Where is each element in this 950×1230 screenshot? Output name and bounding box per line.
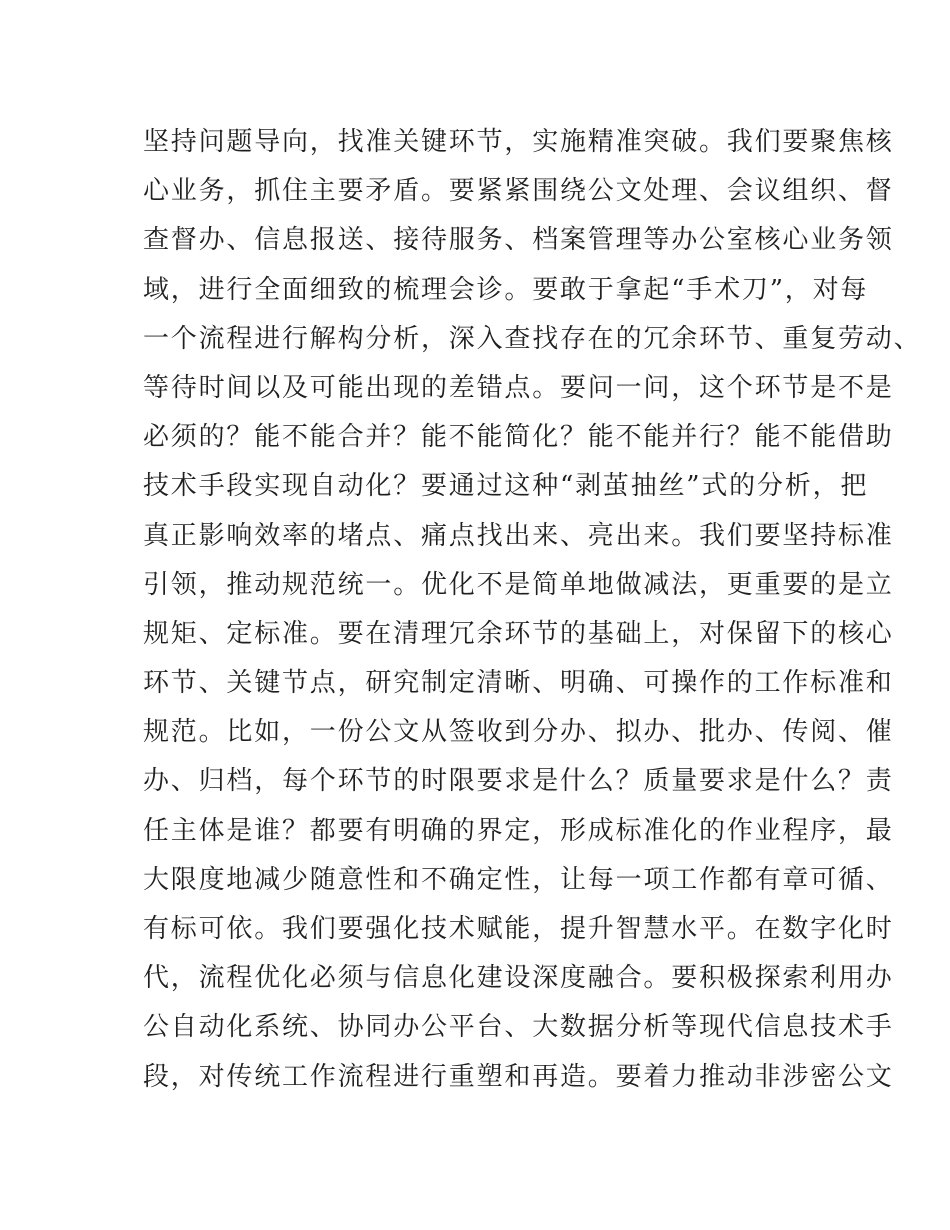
text-line: 有标可依。我们要强化技术赋能，提升智慧水平。在数字化时 — [143, 914, 894, 944]
text-line: 真正影响效率的堵点、痛点找出来、亮出来。我们要坚持标准 — [143, 520, 894, 551]
text-line: 必须的？能不能合并？能不能简化？能不能并行？能不能借助 — [143, 422, 894, 453]
text-line: 段，对传统工作流程进行重塑和再造。要着力推动非涉密公文 — [143, 1061, 894, 1092]
text-line: 域，进行全面细致的梳理会诊。要敢于拿起“手术刀”，对每 — [143, 274, 869, 305]
text-line: 坚持问题导向，找准关键环节，实施精准突破。我们要聚焦核 — [143, 127, 894, 157]
text-line: 代，流程优化必须与信息化建设深度融合。要积极探索利用办 — [143, 963, 894, 994]
text-line: 办、归档，每个环节的时限要求是什么？质量要求是什么？责 — [143, 766, 894, 797]
text-line: 任主体是谁？都要有明确的界定，形成标准化的作业程序，最 — [143, 815, 894, 846]
text-line: 大限度地减少随意性和不确定性，让每一项工作都有章可循、 — [143, 864, 894, 895]
text-line: 环节、关键节点，研究制定清晰、明确、可操作的工作标准和 — [143, 668, 894, 699]
text-line: 技术手段实现自动化？要通过这种“剥茧抽丝”式的分析，把 — [143, 471, 869, 502]
text-line: 等待时间以及可能出现的差错点。要问一问，这个环节是不是 — [143, 372, 894, 403]
text-line: 一个流程进行解构分析，深入查找存在的冗余环节、重复劳动、 — [143, 323, 922, 354]
text-line: 规矩、定标准。要在清理冗余环节的基础上，对保留下的核心 — [143, 618, 894, 649]
text-line: 公自动化系统、协同办公平台、大数据分析等现代信息技术手 — [143, 1012, 894, 1043]
text-line: 规范。比如，一份公文从签收到分办、拟办、批办、传阅、催 — [143, 717, 894, 748]
text-line: 查督办、信息报送、接待服务、档案管理等办公室核心业务领 — [143, 225, 894, 256]
body-text — [143, 118, 922, 1102]
text-line: 心业务，抓住主要矛盾。要紧紧围绕公文处理、会议组织、督 — [143, 176, 894, 207]
text-line: 引领，推动规范统一。优化不是简单地做减法，更重要的是立 — [143, 569, 894, 600]
